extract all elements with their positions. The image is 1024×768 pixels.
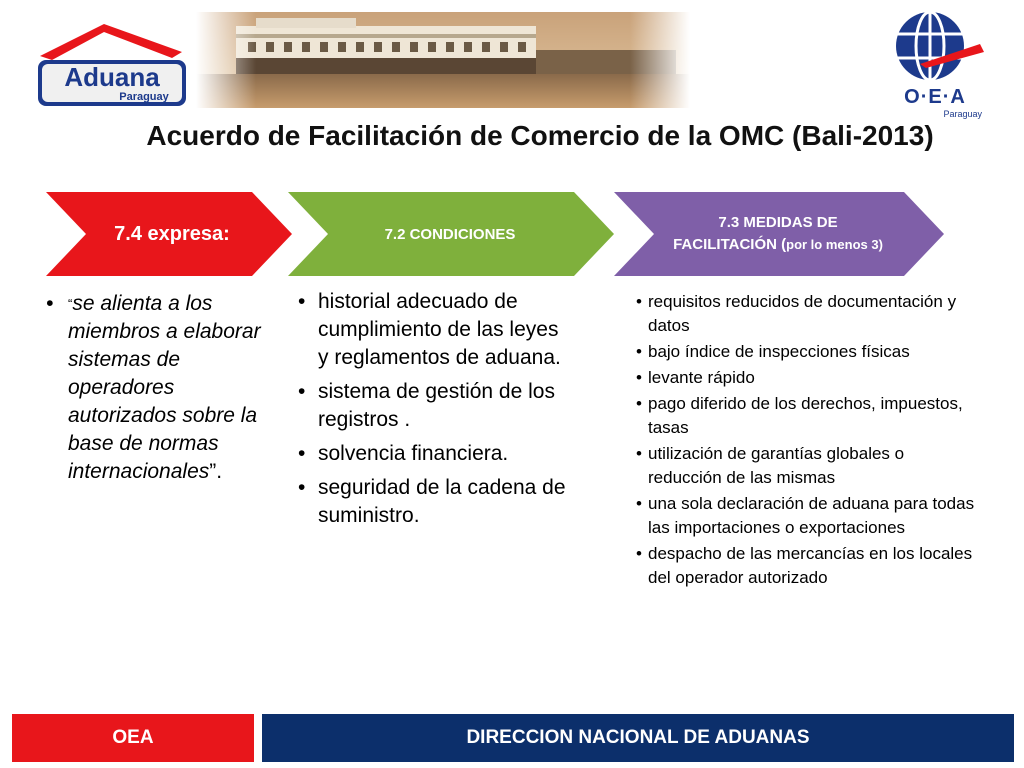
col-7-2-conditions — [298, 288, 568, 536]
bullet-icon: • — [298, 476, 306, 499]
bullet-icon: • — [636, 494, 642, 513]
arrow-7-2-label: 7.2 CONDICIONES — [384, 225, 516, 243]
list-item: • historial adecuado de cumplimiento de las leyes y reglamentos de aduana. — [298, 290, 561, 369]
bullet-icon: • — [636, 342, 642, 361]
list-item: • utilización de garantías globales o reducción de las mismas — [636, 444, 905, 487]
oea-logo-text: O·E·A — [904, 86, 966, 108]
list-item: • requisitos reducidos de documentación y datos — [636, 292, 957, 335]
footer-direccion: DIRECCION NACIONAL DE ADUANAS — [262, 714, 1014, 762]
bullet-icon: • — [298, 290, 306, 313]
list-item: • bajo índice de inspecciones físicas — [636, 340, 981, 364]
list-item: • seguridad de la cadena de suministro. — [298, 476, 566, 527]
arrow-7-2-condiciones — [284, 192, 616, 276]
bullet-icon: • — [46, 292, 54, 315]
oea-logo — [880, 8, 990, 124]
col-7-3-measures — [636, 290, 981, 592]
list-item: • solvencia financiera. — [298, 440, 568, 468]
arrow-7-3-medidas — [610, 192, 946, 276]
list-item: • sistema de gestión de los registros . — [298, 380, 555, 431]
list-item — [46, 290, 266, 486]
list-item: • pago diferido de los derechos, impuestos, tasas — [636, 394, 963, 437]
bullet-icon: • — [636, 444, 642, 463]
open-quote: “ — [68, 296, 73, 311]
bullet-icon: • — [636, 368, 642, 387]
arrow-7-4-label: 7.4 expresa: — [114, 222, 230, 245]
footer-oea: OEA — [12, 714, 254, 762]
list-item: • despacho de las mercancías en los locales del operador autorizado — [636, 544, 973, 587]
arrow-7-4-expresa — [42, 192, 294, 276]
bullet-icon: • — [298, 442, 306, 465]
quote-text: se alienta a los miembros a elaborar sistemas de operadores autorizados sobre la base de normas internacionales — [68, 292, 261, 483]
arrow-7-3-label — [610, 192, 946, 276]
aduana-logo — [32, 18, 192, 108]
arrow-7-3-line1: 7.3 MEDIDAS DE — [718, 214, 838, 231]
aduana-logo-text: Aduana — [64, 62, 160, 92]
close-quote: ”. — [209, 460, 223, 483]
col-7-4-text — [46, 290, 266, 486]
bullet-icon: • — [636, 394, 642, 413]
bullet-icon: • — [298, 380, 306, 403]
bullet-icon: • — [636, 544, 642, 563]
customs-building-photo — [196, 12, 690, 108]
slide-title: Acuerdo de Facilitación de Comercio de la OMC (Bali-2013) — [146, 120, 934, 151]
oea-logo-subtext: Paraguay — [943, 109, 982, 119]
list-item: • levante rápido — [636, 366, 981, 390]
bullet-icon: • — [636, 292, 642, 311]
arrow-7-3-line2: FACILITACIÓN (por lo menos 3) — [673, 236, 883, 253]
aduana-logo-subtext: Paraguay — [119, 91, 169, 103]
list-item: • una sola declaración de aduana para todas las importaciones o exportaciones — [636, 494, 975, 537]
